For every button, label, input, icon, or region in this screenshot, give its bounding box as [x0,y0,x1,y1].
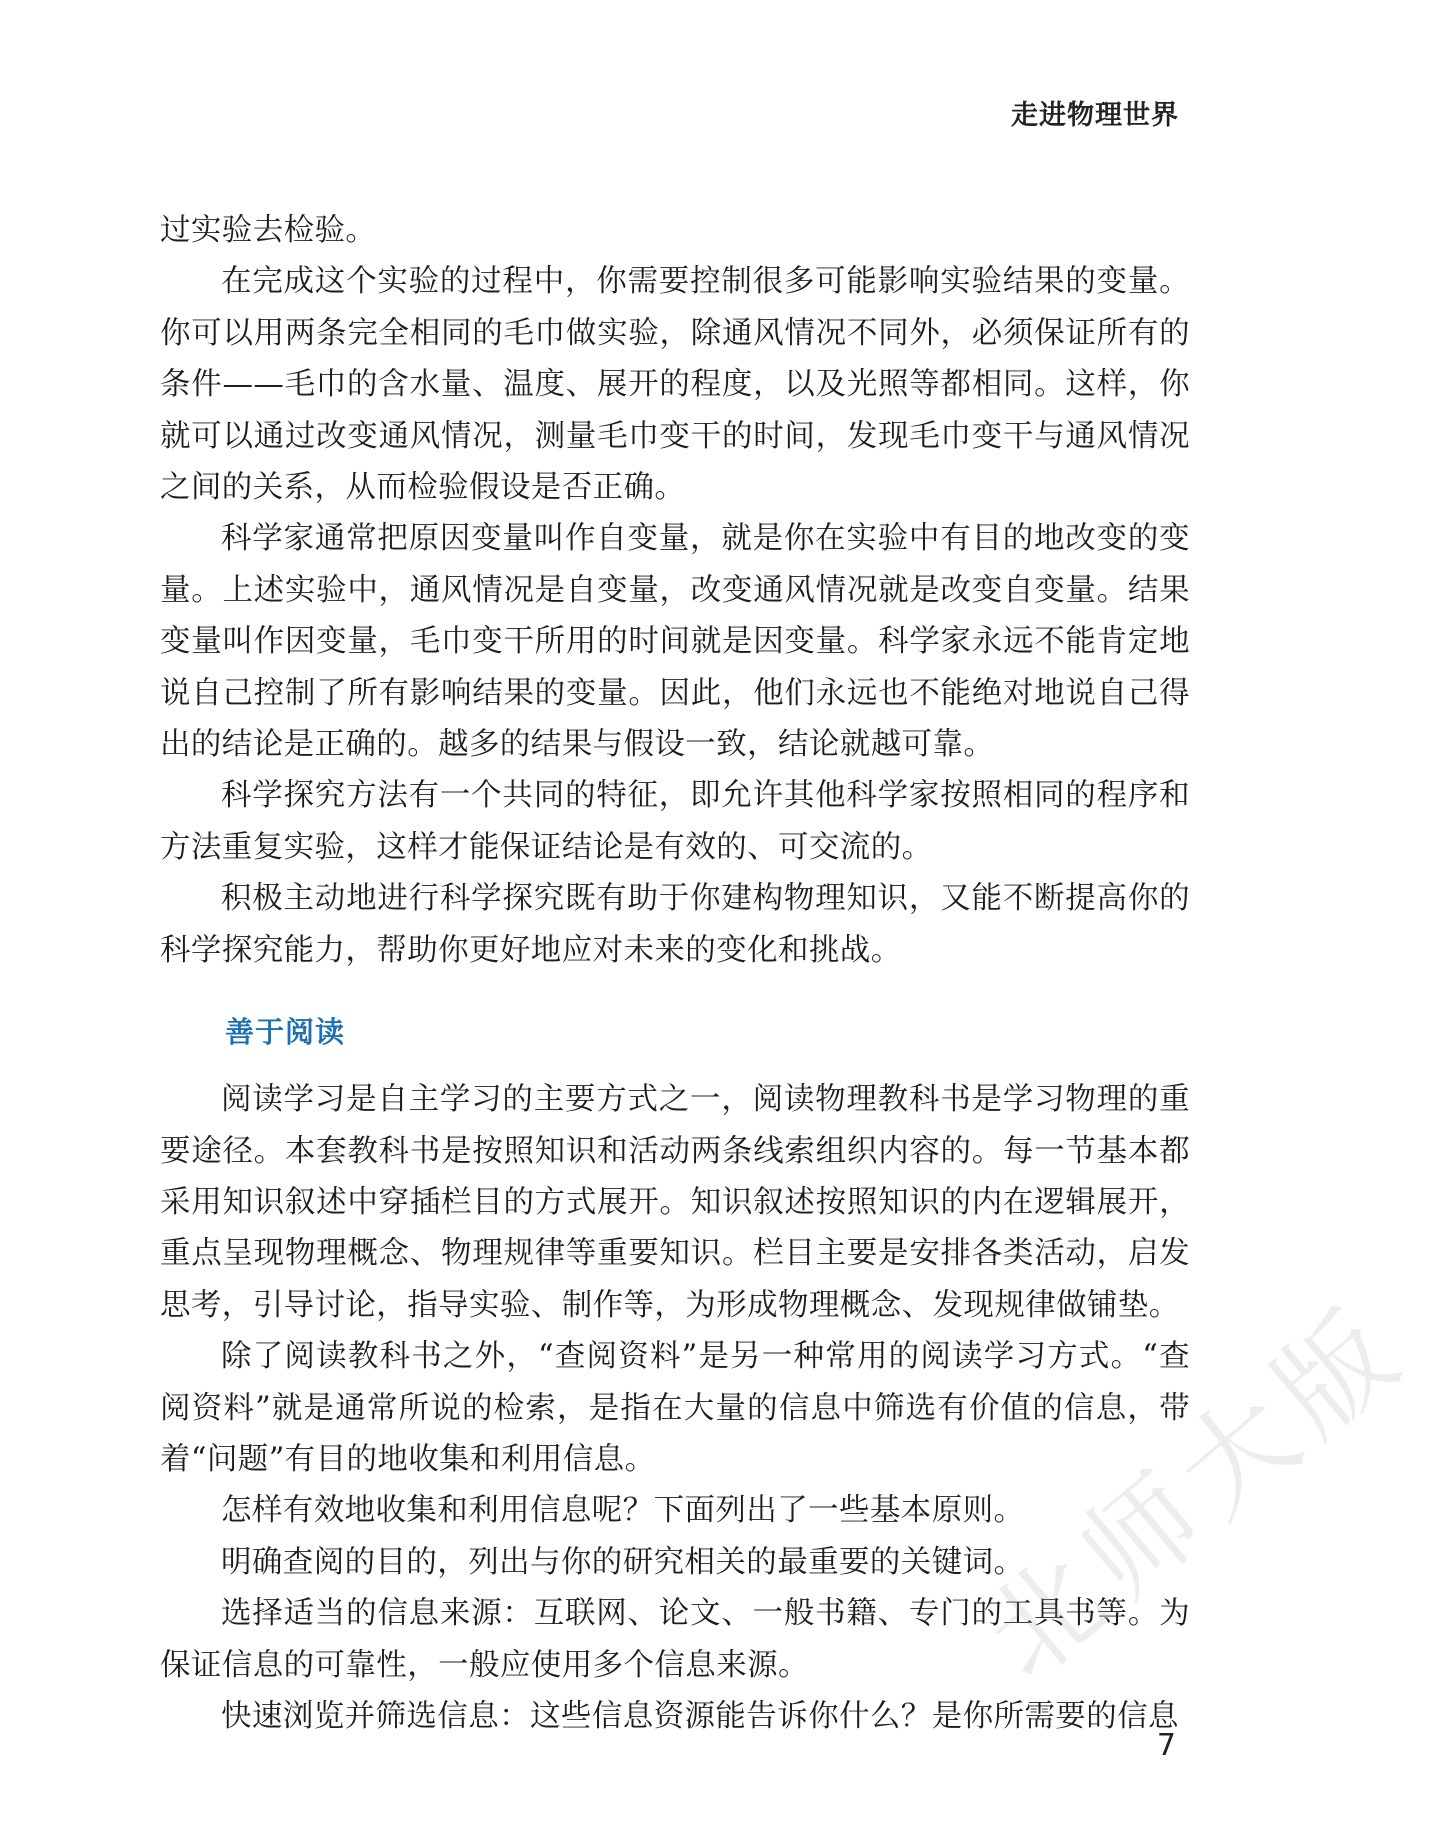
paragraph-principles-intro: 怎样有效地收集和利用信息呢？下面列出了一些基本原则。 [221,1493,1025,1529]
paragraph-reproducibility: 科学探究方法有一个共同的特征，即允许其他科学家按照相同的程序和方法重复实验，这样才能保证结论是有效的、可交流的。 [160,778,1190,865]
paragraph-independent-dependent-variables: 科学家通常把原因变量叫作自变量，就是你在实验中有目的地改变的变量。上述实验中，通风情况是自变量，改变通风情况就是改变自变量。结果变量叫作因变量，毛巾变干所用的时间就是因变量。科学家永远不能肯定地说自己控制了所有影响结果的变量。因此，他们永远也不能绝对地说自己得出的结论是正确的。越多的结果与假设一致，结论就越可靠。 [160,521,1190,763]
page-number: 7 [1156,1728,1176,1763]
paragraph-principle-purpose: 明确查阅的目的，列出与你的研究相关的最重要的关键词。 [221,1544,1025,1580]
page-body [160,205,1190,1742]
paragraph-principle-sources: 选择适当的信息来源：互联网、论文、一般书籍、专门的工具书等。为保证信息的可靠性，一般应使用多个信息来源。 [160,1596,1190,1683]
paragraph-reading-learning: 阅读学习是自主学习的主要方式之一，阅读物理教科书是学习物理的重要途径。本套教科书是按照知识和活动两条线索组织内容的。每一节基本都采用知识叙述中穿插栏目的方式展开。知识叙述按照知识的内在逻辑展开，重点呈现物理概念、物理规律等重要知识。栏目主要是安排各类活动，启发思考，引导讨论，指导实验、制作等，为形成物理概念、发现规律做铺垫。 [160,1082,1190,1323]
publisher-watermark: 北师大版 [961,1280,1431,1704]
paragraph-looking-up-materials: 除了阅读教科书之外，“查阅资料”是另一种常用的阅读学习方式。“查阅资料”就是通常所说的检索，是指在大量的信息中筛选有价值的信息，带着“问题”有目的地收集和利用信息。 [160,1339,1190,1477]
section-heading-reading: 善于阅读 [225,1015,346,1050]
paragraph-controlled-variables: 在完成这个实验的过程中，你需要控制很多可能影响实验结果的变量。你可以用两条完全相同的毛巾做实验，除通风情况不同外，必须保证所有的条件——毛巾的含水量、温度、展开的程度，以及光照等都相同。这样，你就可以通过改变通风情况，测量毛巾变干的时间，发现毛巾变干与通风情况之间的关系，从而检验假设是否正确。 [160,264,1190,506]
running-head-title: 走进物理世界 [1011,100,1179,131]
paragraph-inquiry-benefits: 积极主动地进行科学探究既有助于你建构物理知识，又能不断提高你的科学探究能力，帮助你更好地应对未来的变化和挑战。 [160,881,1190,968]
paragraph-principle-browse: 快速浏览并筛选信息：这些信息资源能告诉你什么？是你所需要的信息 [221,1698,1179,1734]
paragraph-continuation: 过实验去检验。 [160,213,377,248]
